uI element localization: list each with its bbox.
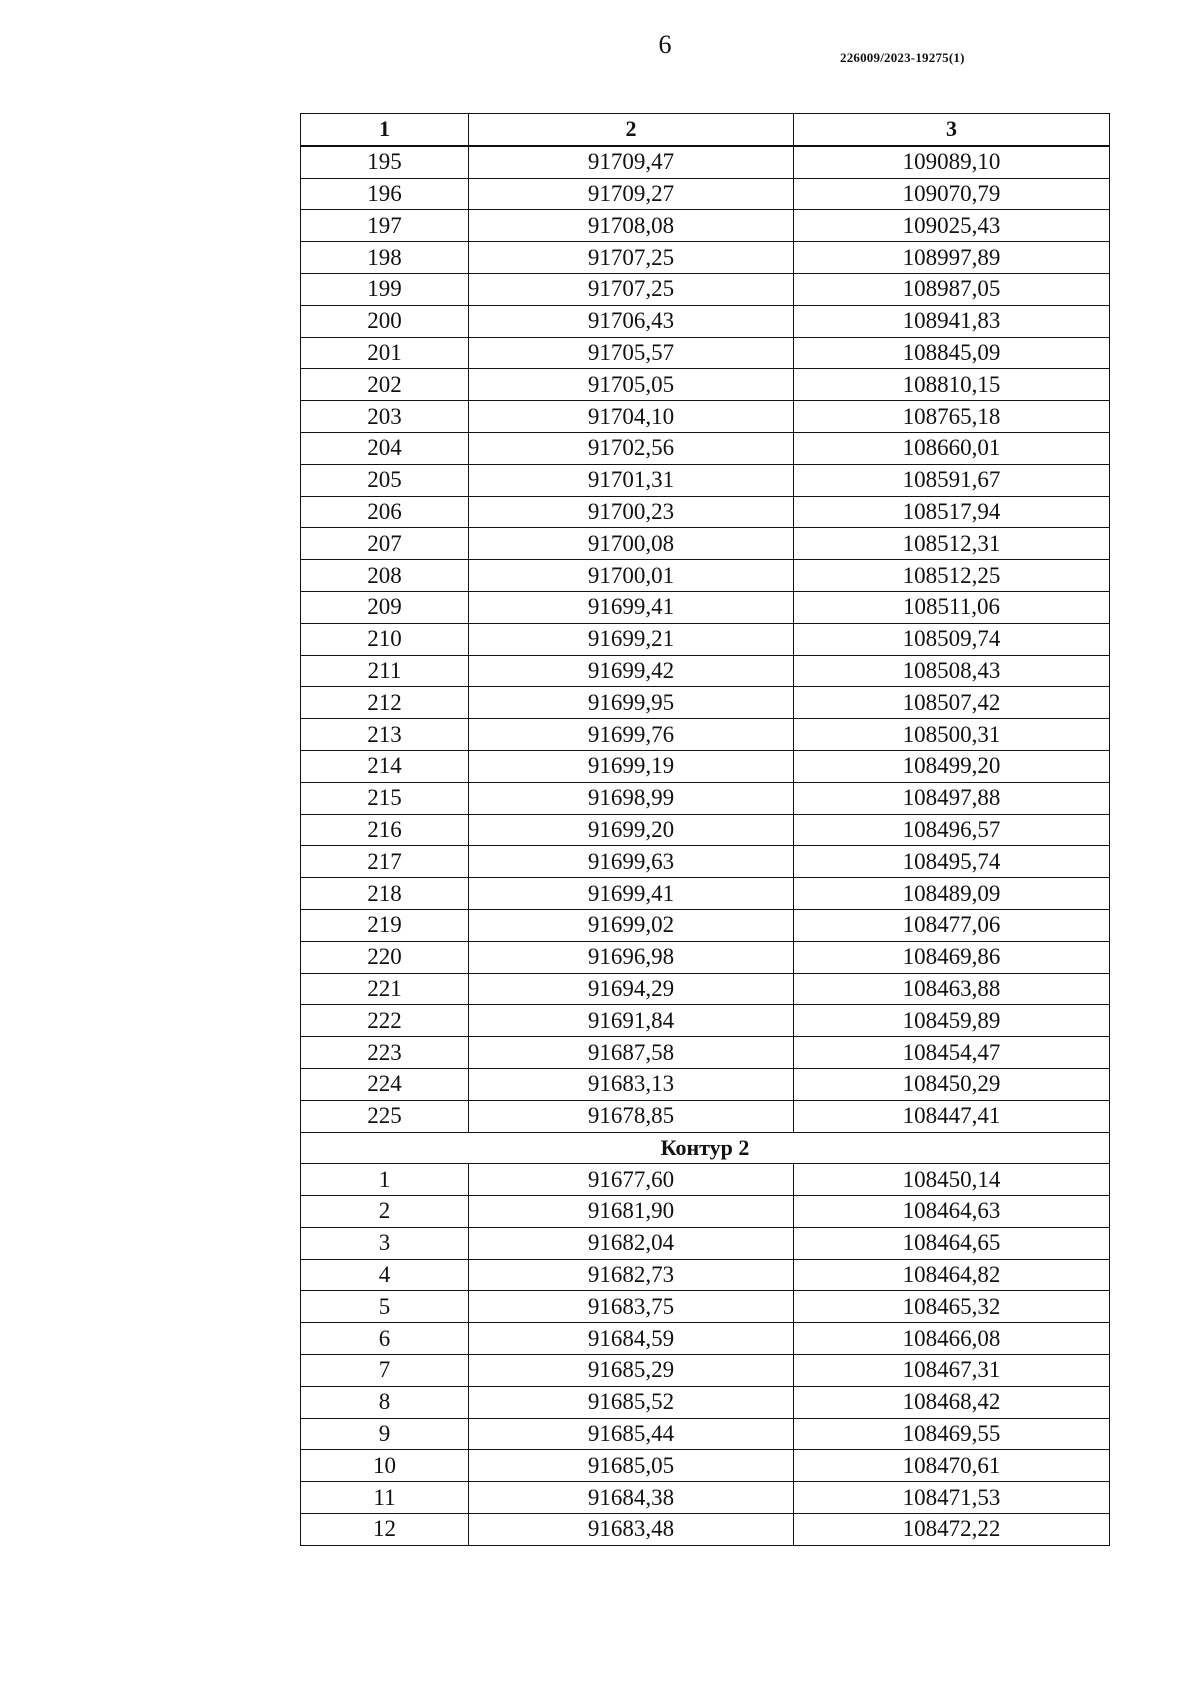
- table-row: [301, 782, 1110, 814]
- x-coordinate-cell: 91696,98: [469, 941, 794, 973]
- point-number-cell: 12: [301, 1514, 469, 1546]
- y-coordinate-cell: 108997,89: [794, 242, 1110, 274]
- y-coordinate-cell: 108508,43: [794, 655, 1110, 687]
- x-coordinate-cell: 91699,42: [469, 655, 794, 687]
- x-coordinate-cell: 91702,56: [469, 432, 794, 464]
- y-coordinate-cell: 108454,47: [794, 1037, 1110, 1069]
- point-number-cell: 208: [301, 560, 469, 592]
- y-coordinate-cell: 108512,25: [794, 560, 1110, 592]
- table-row: [301, 878, 1110, 910]
- x-coordinate-cell: 91699,76: [469, 719, 794, 751]
- table-row: [301, 623, 1110, 655]
- x-coordinate-cell: 91700,01: [469, 560, 794, 592]
- table-row: [301, 814, 1110, 846]
- x-coordinate-cell: 91682,73: [469, 1259, 794, 1291]
- point-number-cell: 195: [301, 146, 469, 178]
- table-row: [301, 909, 1110, 941]
- y-coordinate-cell: 108477,06: [794, 909, 1110, 941]
- table-row: [301, 496, 1110, 528]
- column-header-y: 3: [794, 114, 1110, 146]
- y-coordinate-cell: 108512,31: [794, 528, 1110, 560]
- table-row: [301, 591, 1110, 623]
- point-number-cell: 196: [301, 178, 469, 210]
- table-row: [301, 337, 1110, 369]
- y-coordinate-cell: 108495,74: [794, 846, 1110, 878]
- point-number-cell: 10: [301, 1450, 469, 1482]
- y-coordinate-cell: 108469,86: [794, 941, 1110, 973]
- x-coordinate-cell: 91685,29: [469, 1355, 794, 1387]
- x-coordinate-cell: 91699,41: [469, 878, 794, 910]
- table-row: [301, 846, 1110, 878]
- point-number-cell: 201: [301, 337, 469, 369]
- x-coordinate-cell: 91700,08: [469, 528, 794, 560]
- table-row: [301, 273, 1110, 305]
- table-row: [301, 464, 1110, 496]
- point-number-cell: 199: [301, 273, 469, 305]
- y-coordinate-cell: 108467,31: [794, 1355, 1110, 1387]
- y-coordinate-cell: 108469,55: [794, 1418, 1110, 1450]
- y-coordinate-cell: 108468,42: [794, 1386, 1110, 1418]
- point-number-cell: 197: [301, 210, 469, 242]
- table-row: [301, 1418, 1110, 1450]
- table-row: [301, 1100, 1110, 1132]
- point-number-cell: 217: [301, 846, 469, 878]
- y-coordinate-cell: 108987,05: [794, 273, 1110, 305]
- point-number-cell: 203: [301, 401, 469, 433]
- y-coordinate-cell: 108591,67: [794, 464, 1110, 496]
- x-coordinate-cell: 91691,84: [469, 1005, 794, 1037]
- table-body: [301, 146, 1110, 1546]
- table-row: [301, 1291, 1110, 1323]
- x-coordinate-cell: 91701,31: [469, 464, 794, 496]
- point-number-cell: 9: [301, 1418, 469, 1450]
- table-row: [301, 1164, 1110, 1196]
- x-coordinate-cell: 91682,04: [469, 1227, 794, 1259]
- table-header: [301, 114, 1110, 146]
- table-row: [301, 560, 1110, 592]
- y-coordinate-cell: 108810,15: [794, 369, 1110, 401]
- y-coordinate-cell: 108463,88: [794, 973, 1110, 1005]
- point-number-cell: 222: [301, 1005, 469, 1037]
- x-coordinate-cell: 91681,90: [469, 1196, 794, 1228]
- point-number-cell: 215: [301, 782, 469, 814]
- y-coordinate-cell: 109089,10: [794, 146, 1110, 178]
- point-number-cell: 6: [301, 1323, 469, 1355]
- x-coordinate-cell: 91707,25: [469, 242, 794, 274]
- page-number: 6: [658, 30, 672, 59]
- point-number-cell: 3: [301, 1227, 469, 1259]
- y-coordinate-cell: 108459,89: [794, 1005, 1110, 1037]
- table-row: [301, 1386, 1110, 1418]
- table-row: [301, 973, 1110, 1005]
- x-coordinate-cell: 91707,25: [469, 273, 794, 305]
- point-number-cell: 11: [301, 1482, 469, 1514]
- x-coordinate-cell: 91708,08: [469, 210, 794, 242]
- point-number-cell: 205: [301, 464, 469, 496]
- x-coordinate-cell: 91685,44: [469, 1418, 794, 1450]
- y-coordinate-cell: 108845,09: [794, 337, 1110, 369]
- y-coordinate-cell: 108464,82: [794, 1259, 1110, 1291]
- point-number-cell: 8: [301, 1386, 469, 1418]
- x-coordinate-cell: 91677,60: [469, 1164, 794, 1196]
- x-coordinate-cell: 91700,23: [469, 496, 794, 528]
- point-number-cell: 2: [301, 1196, 469, 1228]
- table-row: [301, 210, 1110, 242]
- y-coordinate-cell: 108447,41: [794, 1100, 1110, 1132]
- point-number-cell: 7: [301, 1355, 469, 1387]
- point-number-cell: 204: [301, 432, 469, 464]
- y-coordinate-cell: 108497,88: [794, 782, 1110, 814]
- point-number-cell: 207: [301, 528, 469, 560]
- x-coordinate-cell: 91685,52: [469, 1386, 794, 1418]
- point-number-cell: 198: [301, 242, 469, 274]
- table-row: [301, 401, 1110, 433]
- y-coordinate-cell: 108507,42: [794, 687, 1110, 719]
- point-number-cell: 202: [301, 369, 469, 401]
- y-coordinate-cell: 108465,32: [794, 1291, 1110, 1323]
- x-coordinate-cell: 91687,58: [469, 1037, 794, 1069]
- x-coordinate-cell: 91678,85: [469, 1100, 794, 1132]
- point-number-cell: 216: [301, 814, 469, 846]
- point-number-cell: 212: [301, 687, 469, 719]
- x-coordinate-cell: 91699,19: [469, 750, 794, 782]
- table-row: [301, 1482, 1110, 1514]
- y-coordinate-cell: 108466,08: [794, 1323, 1110, 1355]
- point-number-cell: 225: [301, 1100, 469, 1132]
- table-row: [301, 432, 1110, 464]
- table-row: [301, 1323, 1110, 1355]
- contour-label: Контур 2: [301, 1132, 1110, 1164]
- x-coordinate-cell: 91683,13: [469, 1068, 794, 1100]
- table-row: [301, 687, 1110, 719]
- y-coordinate-cell: 108509,74: [794, 623, 1110, 655]
- y-coordinate-cell: 109025,43: [794, 210, 1110, 242]
- y-coordinate-cell: 108500,31: [794, 719, 1110, 751]
- y-coordinate-cell: 108511,06: [794, 591, 1110, 623]
- point-number-cell: 213: [301, 719, 469, 751]
- point-number-cell: 209: [301, 591, 469, 623]
- table-row: [301, 1450, 1110, 1482]
- y-coordinate-cell: 108517,94: [794, 496, 1110, 528]
- column-header-x: 2: [469, 114, 794, 146]
- table-row: [301, 242, 1110, 274]
- point-number-cell: 5: [301, 1291, 469, 1323]
- x-coordinate-cell: 91684,38: [469, 1482, 794, 1514]
- x-coordinate-cell: 91705,57: [469, 337, 794, 369]
- x-coordinate-cell: 91699,63: [469, 846, 794, 878]
- x-coordinate-cell: 91705,05: [469, 369, 794, 401]
- x-coordinate-cell: 91684,59: [469, 1323, 794, 1355]
- point-number-cell: 219: [301, 909, 469, 941]
- document-reference: 226009/2023-19275(1): [840, 50, 965, 65]
- point-number-cell: 220: [301, 941, 469, 973]
- point-number-cell: 218: [301, 878, 469, 910]
- y-coordinate-cell: 108765,18: [794, 401, 1110, 433]
- x-coordinate-cell: 91709,47: [469, 146, 794, 178]
- table-row: [301, 1005, 1110, 1037]
- point-number-cell: 224: [301, 1068, 469, 1100]
- table-row: [301, 719, 1110, 751]
- table-row: [301, 1068, 1110, 1100]
- y-coordinate-cell: 108471,53: [794, 1482, 1110, 1514]
- y-coordinate-cell: 108464,65: [794, 1227, 1110, 1259]
- table-row: [301, 369, 1110, 401]
- x-coordinate-cell: 91698,99: [469, 782, 794, 814]
- header-row: [301, 114, 1110, 146]
- y-coordinate-cell: 108496,57: [794, 814, 1110, 846]
- x-coordinate-cell: 91704,10: [469, 401, 794, 433]
- x-coordinate-cell: 91683,48: [469, 1514, 794, 1546]
- y-coordinate-cell: 108489,09: [794, 878, 1110, 910]
- point-number-cell: 221: [301, 973, 469, 1005]
- table-row: [301, 1037, 1110, 1069]
- y-coordinate-cell: 108464,63: [794, 1196, 1110, 1228]
- x-coordinate-cell: 91699,41: [469, 591, 794, 623]
- table-row: [301, 178, 1110, 210]
- table-row: [301, 1259, 1110, 1291]
- point-number-cell: 214: [301, 750, 469, 782]
- table-row: [301, 941, 1110, 973]
- point-number-cell: 1: [301, 1164, 469, 1196]
- point-number-cell: 200: [301, 305, 469, 337]
- x-coordinate-cell: 91699,21: [469, 623, 794, 655]
- y-coordinate-cell: 108470,61: [794, 1450, 1110, 1482]
- x-coordinate-cell: 91685,05: [469, 1450, 794, 1482]
- point-number-cell: 206: [301, 496, 469, 528]
- table-row: [301, 528, 1110, 560]
- y-coordinate-cell: 108660,01: [794, 432, 1110, 464]
- table-row: [301, 305, 1110, 337]
- x-coordinate-cell: 91706,43: [469, 305, 794, 337]
- table-row: [301, 1514, 1110, 1546]
- contour-heading-row: [301, 1132, 1110, 1164]
- table-row: [301, 1196, 1110, 1228]
- point-number-cell: 4: [301, 1259, 469, 1291]
- table-row: [301, 655, 1110, 687]
- point-number-cell: 210: [301, 623, 469, 655]
- y-coordinate-cell: 108472,22: [794, 1514, 1110, 1546]
- table-row: [301, 146, 1110, 178]
- y-coordinate-cell: 109070,79: [794, 178, 1110, 210]
- x-coordinate-cell: 91699,02: [469, 909, 794, 941]
- column-header-number: 1: [301, 114, 469, 146]
- x-coordinate-cell: 91699,20: [469, 814, 794, 846]
- x-coordinate-cell: 91694,29: [469, 973, 794, 1005]
- y-coordinate-cell: 108499,20: [794, 750, 1110, 782]
- y-coordinate-cell: 108450,14: [794, 1164, 1110, 1196]
- x-coordinate-cell: 91683,75: [469, 1291, 794, 1323]
- x-coordinate-cell: 91709,27: [469, 178, 794, 210]
- point-number-cell: 223: [301, 1037, 469, 1069]
- table-row: [301, 1355, 1110, 1387]
- table-row: [301, 1227, 1110, 1259]
- point-number-cell: 211: [301, 655, 469, 687]
- y-coordinate-cell: 108450,29: [794, 1068, 1110, 1100]
- y-coordinate-cell: 108941,83: [794, 305, 1110, 337]
- table-row: [301, 750, 1110, 782]
- x-coordinate-cell: 91699,95: [469, 687, 794, 719]
- coordinates-table: [300, 113, 1110, 1546]
